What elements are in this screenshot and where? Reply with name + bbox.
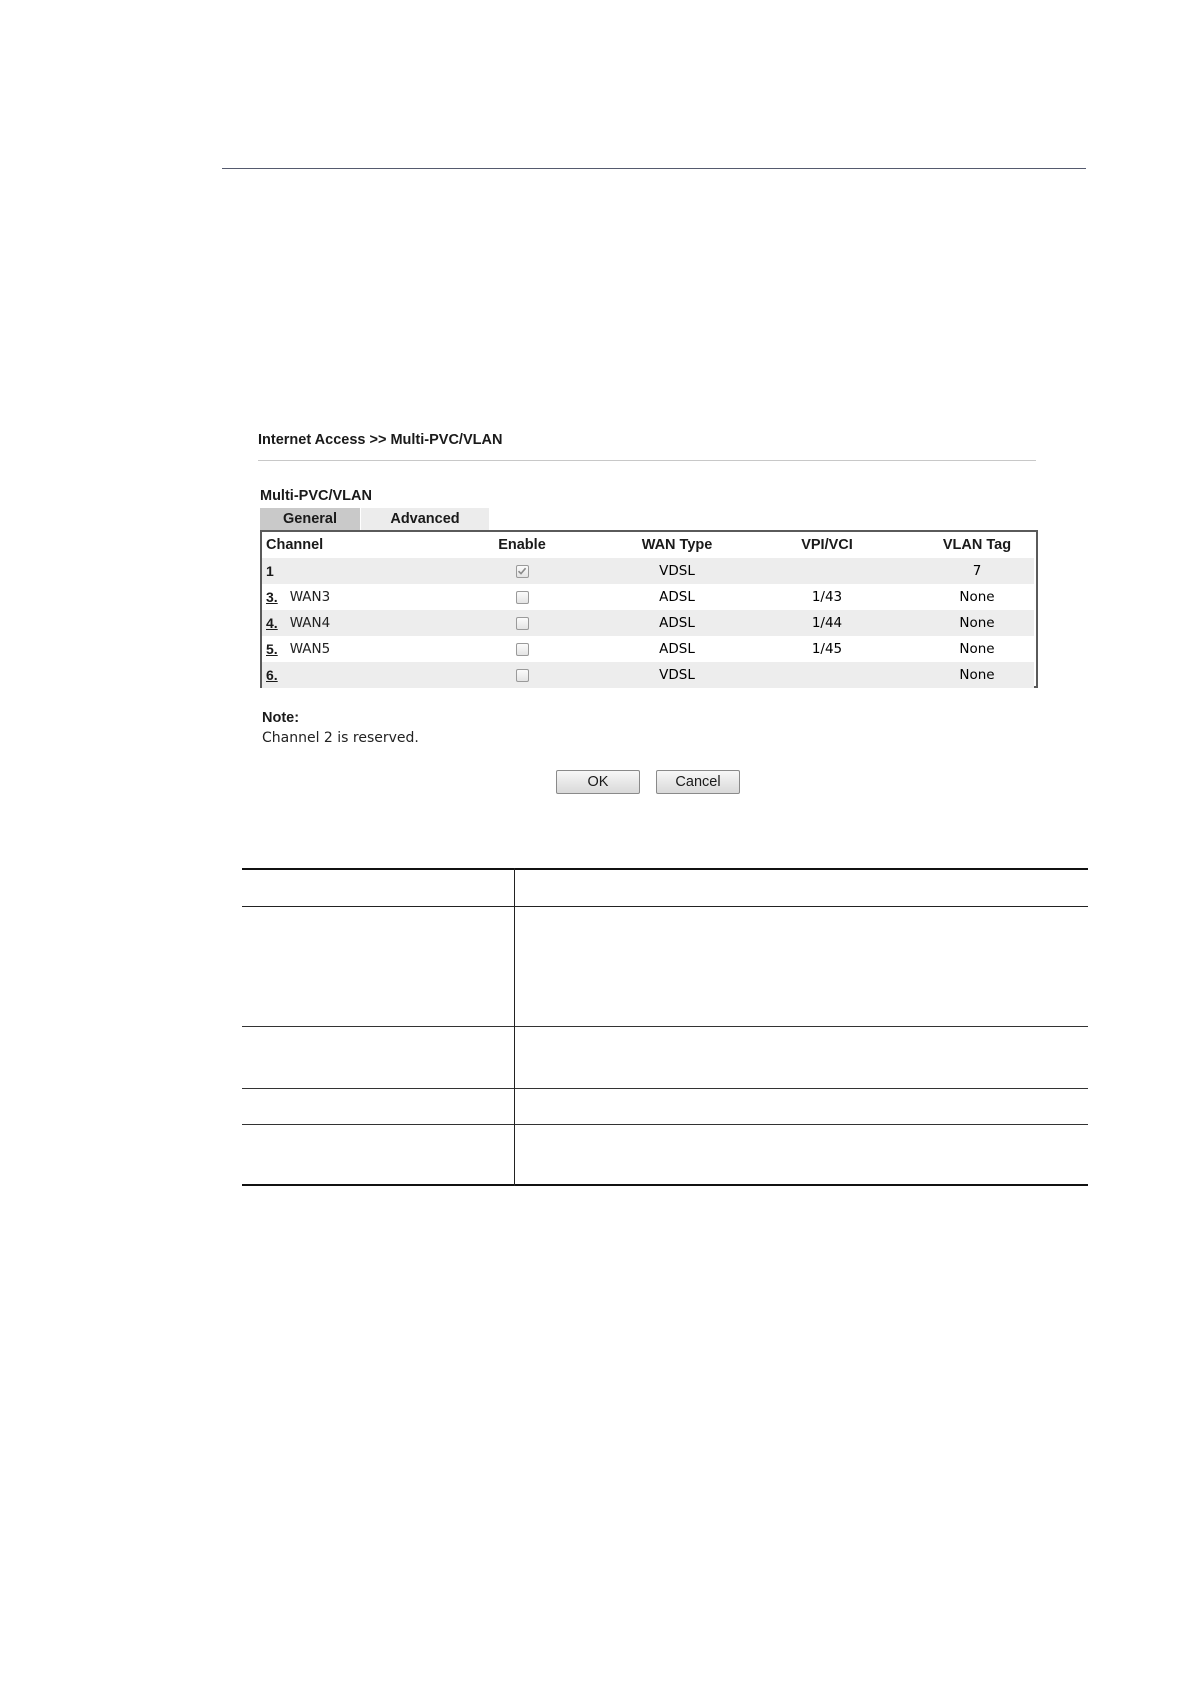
enable-cell <box>442 558 602 584</box>
table-row <box>262 610 1034 636</box>
table-row-rule <box>242 1026 1088 1027</box>
table-row-rule <box>242 1124 1088 1125</box>
channel-name: WAN5 <box>289 641 331 657</box>
note-text: Channel 2 is reserved. <box>262 730 419 746</box>
tab-general[interactable]: General <box>260 508 360 530</box>
wan-type-cell: ADSL <box>659 589 695 605</box>
vlan-tag-cell: None <box>959 641 995 657</box>
breadcrumb: Internet Access >> Multi-PVC/VLAN <box>258 432 503 448</box>
tab-bar <box>260 508 489 530</box>
enable-cell <box>442 584 602 610</box>
table-row-rule <box>242 1088 1088 1089</box>
check-icon <box>517 566 527 576</box>
wan-type-cell: ADSL <box>659 641 695 657</box>
table-row <box>262 662 1034 688</box>
channel-number: 1 <box>266 563 274 579</box>
enable-cell <box>442 610 602 636</box>
column-header-channel: Channel <box>266 537 324 553</box>
channel-table <box>260 530 1038 688</box>
channel-name: WAN3 <box>289 589 331 605</box>
vpi-vci-cell: 1/43 <box>811 589 843 605</box>
column-header-enable: Enable <box>498 537 546 553</box>
channel-link[interactable]: 4. <box>266 615 278 631</box>
vpi-vci-cell <box>752 662 902 688</box>
channel-cell <box>266 636 446 662</box>
page-header-rule <box>222 168 1086 169</box>
channel-cell <box>266 584 446 610</box>
enable-checkbox[interactable] <box>516 591 529 604</box>
table-row <box>262 584 1034 610</box>
channel-link[interactable]: 3. <box>266 589 278 605</box>
table-bottom-rule <box>242 1184 1088 1186</box>
channel-link[interactable]: 6. <box>266 667 278 683</box>
vlan-tag-cell: None <box>959 589 995 605</box>
enable-checkbox[interactable] <box>516 643 529 656</box>
vpi-vci-cell: 1/45 <box>811 641 843 657</box>
breadcrumb-divider <box>258 460 1036 461</box>
multi-pvc-vlan-screenshot <box>256 430 1038 800</box>
table-header-row <box>262 532 1034 558</box>
table-top-rule <box>242 868 1088 870</box>
cancel-button[interactable]: Cancel <box>656 770 740 794</box>
table-row <box>262 558 1034 584</box>
wan-type-cell: VDSL <box>659 563 695 579</box>
enable-checkbox <box>516 565 529 578</box>
tab-advanced[interactable]: Advanced <box>361 508 489 530</box>
column-header-wan-type: WAN Type <box>641 537 713 553</box>
column-header-vlan-tag: VLAN Tag <box>942 537 1012 553</box>
table-column-divider <box>514 868 515 1186</box>
channel-cell <box>266 610 446 636</box>
vpi-vci-cell: 1/44 <box>811 615 843 631</box>
vpi-vci-cell <box>752 558 902 584</box>
table-row <box>262 636 1034 662</box>
enable-checkbox[interactable] <box>516 617 529 630</box>
section-title: Multi-PVC/VLAN <box>260 488 372 504</box>
channel-cell <box>266 662 446 688</box>
column-header-vpi-vci: VPI/VCI <box>801 537 853 553</box>
wan-type-cell: VDSL <box>659 667 695 683</box>
vlan-tag-cell: 7 <box>972 563 982 579</box>
channel-name: WAN4 <box>289 615 331 631</box>
note-label: Note: <box>262 710 300 726</box>
enable-cell <box>442 636 602 662</box>
enable-checkbox[interactable] <box>516 669 529 682</box>
vlan-tag-cell: None <box>959 667 995 683</box>
channel-link[interactable]: 5. <box>266 641 278 657</box>
table-header-rule <box>242 906 1088 907</box>
enable-cell <box>442 662 602 688</box>
wan-type-cell: ADSL <box>659 615 695 631</box>
vlan-tag-cell: None <box>959 615 995 631</box>
ok-button[interactable]: OK <box>556 770 640 794</box>
channel-cell <box>266 558 446 584</box>
description-table <box>242 868 1088 1186</box>
